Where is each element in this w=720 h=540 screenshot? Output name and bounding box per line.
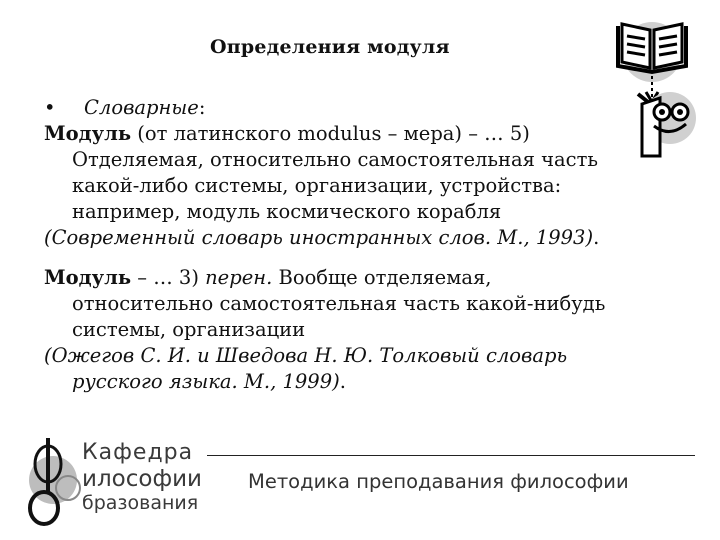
definition-1-line3: какой-либо системы, организации, устройства:: [72, 174, 562, 197]
definition-1-source-text: (Современный словарь иностранных слов. М., 1993): [44, 226, 594, 249]
definition-2-source-2: [44, 369, 654, 395]
section-colon: :: [198, 96, 206, 119]
definition-2-source-1: [44, 343, 654, 369]
open-book-icon: [618, 22, 686, 82]
section-label: Словарные: [84, 96, 199, 119]
definitions-body: [44, 95, 654, 395]
slide-title: Определения модуля: [210, 36, 450, 58]
department-logo: [22, 434, 84, 526]
paragraph-gap: [44, 251, 654, 265]
footer-divider: [207, 455, 695, 456]
definition-2-source-end: .: [339, 370, 346, 393]
definition-2-line3: системы, организации: [72, 318, 306, 341]
definition-2-source-text-1: (Ожегов С. И. и Шведова Н. Ю. Толковый словарь: [44, 344, 568, 367]
definition-2-term: Модуль: [44, 266, 132, 289]
definition-2-source-text-2: русского языка. М., 1999): [72, 370, 340, 393]
definition-1: [44, 121, 654, 147]
definition-1-line2: Отделяемая, относительно самостоятельная часть: [72, 148, 598, 171]
definition-2-line2: относительно самостоятельная часть какой-нибудь: [72, 292, 606, 315]
definition-2: [44, 265, 654, 291]
footer-title: Методика преподавания философии: [248, 470, 629, 493]
definition-2-line1: Вообще отделяемая,: [272, 266, 492, 289]
definition-1-source: [44, 225, 654, 251]
logo-text-line1: Кафедра: [82, 440, 194, 465]
definition-1-line1: (от латинского modulus – мера) – … 5): [131, 122, 530, 145]
definition-2-dash: – … 3): [131, 266, 206, 289]
definition-1-line4: например, модуль космического корабля: [72, 200, 502, 223]
logo-text-line2: илософии: [82, 466, 202, 492]
section-heading: [44, 95, 654, 121]
logo-text-line3: бразования: [82, 492, 199, 514]
bullet-glyph: •: [44, 96, 56, 119]
definition-2-label: перен.: [205, 266, 273, 289]
definition-1-term: Модуль: [44, 122, 132, 145]
definition-1-source-end: .: [593, 226, 600, 249]
